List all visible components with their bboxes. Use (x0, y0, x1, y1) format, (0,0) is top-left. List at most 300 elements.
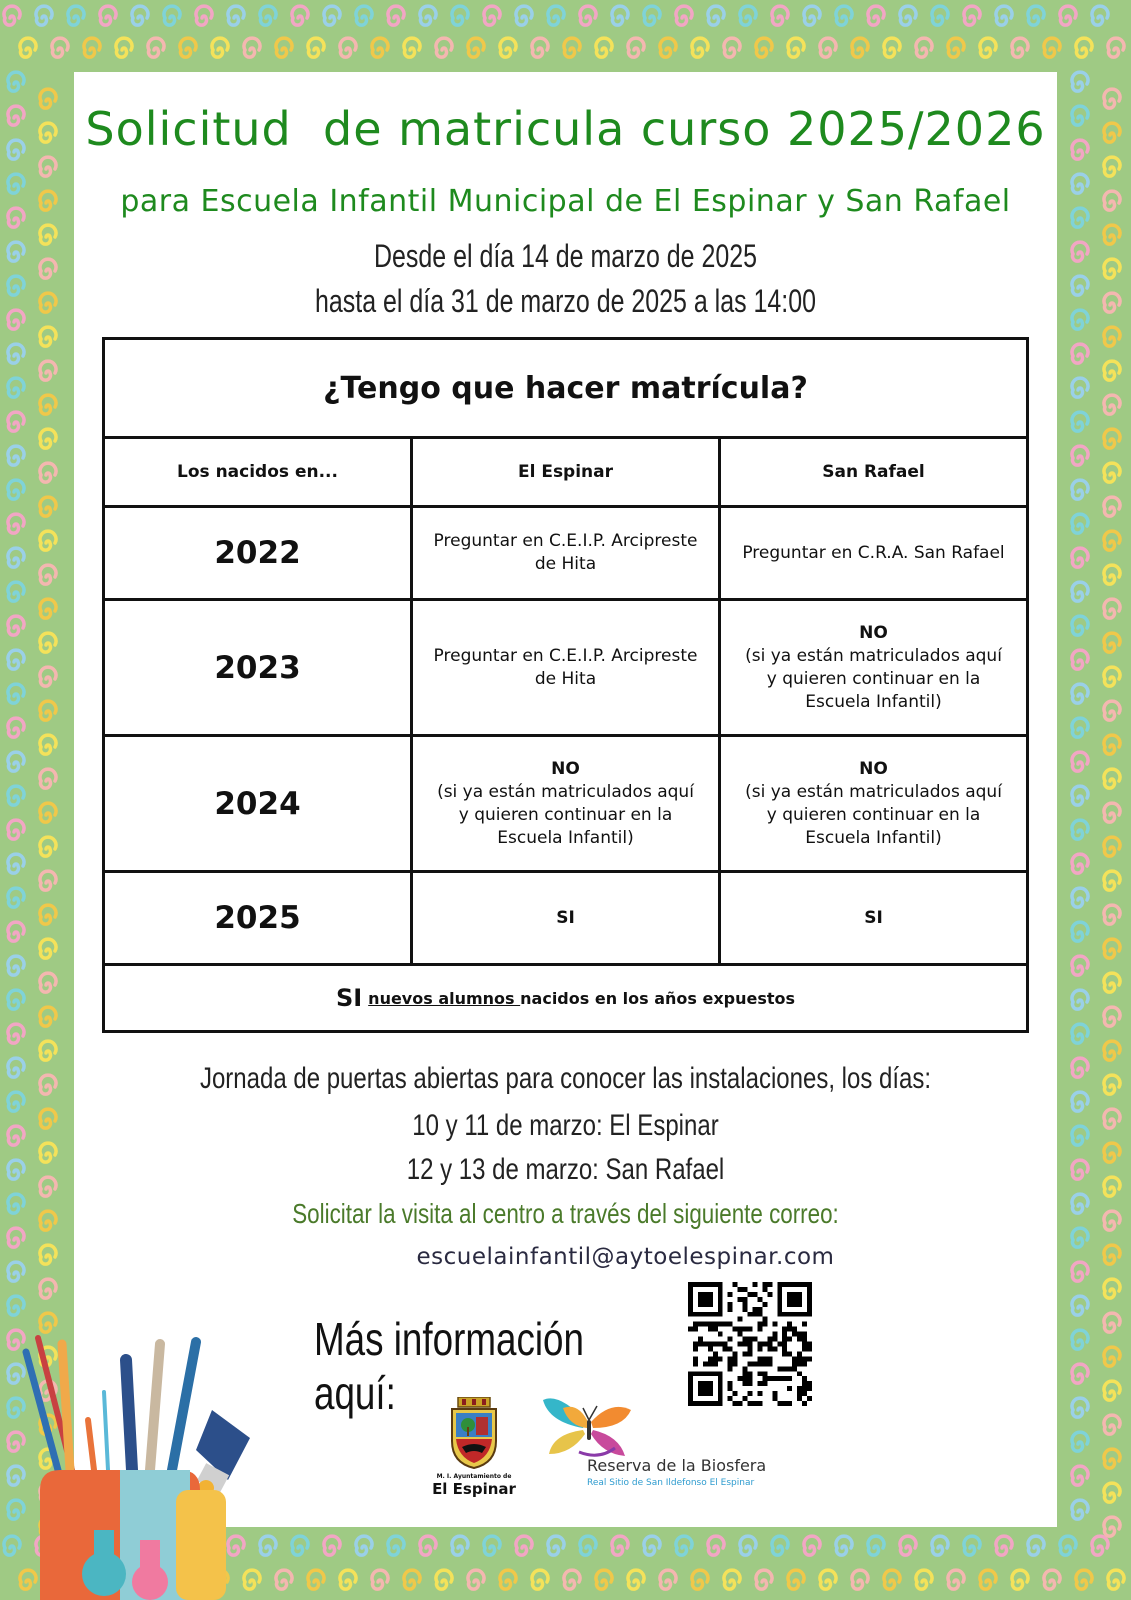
swirl-icon (40, 565, 56, 584)
swirl-icon (1072, 1398, 1088, 1417)
swirl-icon (1104, 259, 1120, 278)
swirl-icon (356, 1536, 372, 1555)
swirl-icon (548, 1536, 564, 1555)
swirl-icon (660, 1570, 676, 1589)
swirl-icon (1072, 922, 1088, 941)
rafael-cell (720, 507, 1028, 600)
swirl-icon (1104, 191, 1120, 210)
cell-answer: SI (864, 907, 883, 928)
swirl-icon (676, 6, 692, 25)
swirl-icon (132, 6, 148, 25)
swirl-icon (1072, 412, 1088, 431)
swirl-icon (516, 6, 532, 25)
swirl-icon (1028, 6, 1044, 25)
swirl-icon (932, 6, 948, 25)
swirl-icon (1104, 497, 1120, 516)
swirl-icon (40, 497, 56, 516)
biosphere-logo (539, 1392, 769, 1488)
swirl-icon (964, 6, 980, 25)
paint-brushes-illustration (0, 1320, 260, 1600)
biosphere-name: Reserva de la Biosfera (587, 1456, 767, 1475)
swirl-icon (1072, 854, 1088, 873)
visit-request-text: Solicitar la visita al centro a través del siguiente correo: (292, 1198, 839, 1229)
swirl-icon (1072, 1330, 1088, 1349)
swirl-icon (1104, 973, 1120, 992)
swirl-icon (1076, 38, 1092, 57)
espinar-cell (412, 872, 720, 965)
swirl-icon (180, 38, 196, 57)
swirl-icon (1104, 803, 1120, 822)
swirl-icon (804, 6, 820, 25)
swirl-icon (724, 1570, 740, 1589)
swirl-icon (8, 718, 24, 737)
swirl-icon (1060, 1536, 1076, 1555)
swirl-icon (1072, 514, 1088, 533)
swirl-icon (788, 1570, 804, 1589)
swirl-icon (8, 650, 24, 669)
dates-end: hasta el día 31 de marzo de 2025 a las 14:00 (315, 283, 816, 319)
swirl-icon (40, 361, 56, 380)
swirl-icon (40, 463, 56, 482)
swirl-icon (1072, 344, 1088, 363)
swirl-icon (1104, 905, 1120, 924)
swirl-icon (756, 38, 772, 57)
swirl-icon (932, 1536, 948, 1555)
swirl-icon (8, 888, 24, 907)
table-heading: ¿Tengo que hacer matrícula? (104, 339, 1028, 438)
swirl-icon (340, 38, 356, 57)
swirl-icon (964, 1536, 980, 1555)
swirl-icon (1104, 1279, 1120, 1298)
swirl-icon (1104, 89, 1120, 108)
swirl-icon (884, 1570, 900, 1589)
swirl-icon (40, 667, 56, 686)
rafael-cell (720, 736, 1028, 872)
swirl-icon (8, 1024, 24, 1043)
swirl-icon (84, 38, 100, 57)
table-row (104, 507, 1028, 600)
more-info-label: Más información aquí: (314, 1313, 584, 1419)
swirl-icon (852, 1570, 868, 1589)
swirl-icon (292, 6, 308, 25)
swirl-icon (868, 6, 884, 25)
swirl-icon (1104, 1109, 1120, 1128)
swirl-icon (116, 38, 132, 57)
swirl-icon (40, 599, 56, 618)
swirl-icon (8, 922, 24, 941)
swirl-icon (8, 412, 24, 431)
swirl-icon (996, 1536, 1012, 1555)
swirl-icon (740, 6, 756, 25)
swirl-icon (1104, 1313, 1120, 1332)
swirl-icon (452, 6, 468, 25)
swirl-icon (772, 6, 788, 25)
table-row (104, 600, 1028, 736)
swirl-icon (40, 1211, 56, 1230)
cell-note: Preguntar en C.E.I.P. Arcipreste de Hita (433, 645, 698, 689)
swirl-icon (852, 38, 868, 57)
swirl-icon (40, 973, 56, 992)
swirl-icon (164, 6, 180, 25)
swirl-icon (500, 1570, 516, 1589)
swirl-icon (1072, 752, 1088, 771)
swirl-icon (980, 1570, 996, 1589)
footer-si: SI (335, 984, 363, 1012)
swirl-icon (260, 1536, 276, 1555)
swirl-icon (1104, 123, 1120, 142)
open-days-espinar: 10 y 11 de marzo: El Espinar (412, 1109, 719, 1142)
swirl-icon (20, 38, 36, 57)
swirl-icon (772, 1536, 788, 1555)
swirl-icon (212, 38, 228, 57)
swirl-icon (1104, 1177, 1120, 1196)
enrolment-table (102, 337, 1029, 1033)
swirl-icon (692, 38, 708, 57)
swirl-icon (1072, 174, 1088, 193)
espinar-cell (412, 600, 720, 736)
swirl-icon (1072, 582, 1088, 601)
swirl-icon (1076, 1570, 1092, 1589)
swirl-icon (868, 1536, 884, 1555)
swirl-icon (8, 1126, 24, 1145)
footer-rest: nacidos en los años expuestos (520, 989, 796, 1008)
column-header-year: Los nacidos en... (104, 438, 412, 507)
swirl-icon (1092, 1536, 1108, 1555)
swirl-icon (1072, 548, 1088, 567)
swirl-icon (724, 38, 740, 57)
butterfly-icon (539, 1392, 639, 1462)
swirl-icon (40, 1041, 56, 1060)
swirl-icon (500, 38, 516, 57)
swirl-icon (1104, 225, 1120, 244)
swirl-icon (40, 191, 56, 210)
swirl-icon (8, 752, 24, 771)
swirl-icon (468, 38, 484, 57)
swirl-icon (484, 1536, 500, 1555)
open-days-rafael: 12 y 13 de marzo: San Rafael (406, 1153, 725, 1186)
swirl-icon (8, 310, 24, 329)
swirl-icon (452, 1536, 468, 1555)
swirl-icon (1104, 667, 1120, 686)
swirl-icon (1072, 786, 1088, 805)
swirl-icon (1108, 1570, 1124, 1589)
swirl-icon (1104, 1381, 1120, 1400)
swirl-icon (1044, 38, 1060, 57)
cell-note: (si ya están matriculados aquí y quieren continuar en la Escuela Infantil) (745, 645, 1002, 712)
swirl-icon (40, 259, 56, 278)
swirl-icon (40, 871, 56, 890)
swirl-icon (900, 1536, 916, 1555)
swirl-icon (40, 803, 56, 822)
swirl-icon (916, 1570, 932, 1589)
swirl-icon (580, 1536, 596, 1555)
swirl-icon (740, 1536, 756, 1555)
swirl-icon (468, 1570, 484, 1589)
swirl-icon (40, 327, 56, 346)
swirl-icon (1104, 939, 1120, 958)
swirl-icon (1072, 1092, 1088, 1111)
swirl-icon (8, 378, 24, 397)
swirl-icon (8, 956, 24, 975)
swirl-icon (1104, 1075, 1120, 1094)
table-row (104, 872, 1028, 965)
swirl-icon (40, 157, 56, 176)
swirl-icon (8, 1058, 24, 1077)
swirl-icon (916, 38, 932, 57)
swirl-icon (148, 38, 164, 57)
espinar-cell (412, 736, 720, 872)
year-cell: 2025 (104, 872, 412, 965)
swirl-icon (1072, 1364, 1088, 1383)
table-row (104, 736, 1028, 872)
council-small-text: M. I. Ayuntamiento de (436, 1473, 512, 1480)
swirl-icon (8, 990, 24, 1009)
swirl-icon (8, 1262, 24, 1281)
swirl-icon (820, 38, 836, 57)
swirl-icon (324, 1536, 340, 1555)
swirl-icon (356, 6, 372, 25)
swirl-icon (1072, 1126, 1088, 1145)
swirl-icon (980, 38, 996, 57)
swirl-icon (8, 820, 24, 839)
cell-note: (si ya están matriculados aquí y quieren continuar en la Escuela Infantil) (437, 781, 694, 848)
swirl-icon (820, 1570, 836, 1589)
swirl-icon (1072, 276, 1088, 295)
swirl-icon (8, 208, 24, 227)
swirl-icon (580, 6, 596, 25)
swirl-icon (1072, 480, 1088, 499)
column-header-rafael: San Rafael (720, 438, 1028, 507)
swirl-icon (8, 1228, 24, 1247)
swirl-icon (8, 480, 24, 499)
swirl-icon (1072, 242, 1088, 261)
swirl-icon (276, 1570, 292, 1589)
swirl-icon (1072, 1466, 1088, 1485)
swirl-icon (40, 1109, 56, 1128)
cell-answer: SI (556, 907, 575, 928)
swirl-icon (1104, 1347, 1120, 1366)
swirl-icon (1104, 1449, 1120, 1468)
swirl-icon (1104, 1415, 1120, 1434)
swirl-icon (372, 38, 388, 57)
swirl-icon (516, 1536, 532, 1555)
swirl-icon (40, 1075, 56, 1094)
swirl-icon (100, 6, 116, 25)
swirl-icon (900, 6, 916, 25)
swirl-icon (1072, 684, 1088, 703)
year-cell: 2022 (104, 507, 412, 600)
swirl-icon (660, 38, 676, 57)
swirl-icon (40, 429, 56, 448)
swirl-icon (996, 6, 1012, 25)
swirl-icon (8, 72, 24, 91)
swirl-icon (40, 531, 56, 550)
swirl-icon (40, 1279, 56, 1298)
swirl-icon (708, 6, 724, 25)
swirl-icon (292, 1536, 308, 1555)
swirl-icon (596, 1570, 612, 1589)
swirl-icon (4, 6, 20, 25)
swirl-icon (40, 905, 56, 924)
swirl-icon (8, 446, 24, 465)
swirl-icon (1072, 888, 1088, 907)
swirl-icon (1072, 72, 1088, 91)
swirl-icon (40, 1007, 56, 1026)
swirl-icon (1012, 1570, 1028, 1589)
swirl-icon (788, 38, 804, 57)
swirl-icon (40, 395, 56, 414)
swirl-icon (1104, 633, 1120, 652)
swirl-icon (40, 1143, 56, 1162)
swirl-icon (884, 38, 900, 57)
swirl-icon (40, 939, 56, 958)
dates-start: Desde el día 14 de marzo de 2025 (374, 238, 757, 274)
swirl-icon (1044, 1570, 1060, 1589)
swirl-icon (1104, 1143, 1120, 1162)
swirl-icon (1104, 1517, 1120, 1536)
swirl-icon (1104, 1041, 1120, 1060)
swirl-icon (40, 735, 56, 754)
swirl-icon (1104, 769, 1120, 788)
column-header-espinar: El Espinar (412, 438, 720, 507)
swirl-icon (1104, 565, 1120, 584)
swirl-icon (1072, 616, 1088, 635)
flyer-sheet (74, 72, 1057, 1527)
swirl-icon (948, 38, 964, 57)
cell-note: Preguntar en C.R.A. San Rafael (742, 542, 1005, 563)
swirl-icon (1060, 6, 1076, 25)
council-logo (429, 1397, 519, 1498)
cell-answer: NO (859, 758, 888, 779)
page-subtitle: para Escuela Infantil Municipal de El Espinar y San Rafael (120, 184, 1011, 219)
swirl-icon (564, 1570, 580, 1589)
swirl-icon (420, 6, 436, 25)
swirl-icon (1072, 1024, 1088, 1043)
swirl-icon (1072, 820, 1088, 839)
swirl-icon (1072, 1296, 1088, 1315)
swirl-icon (40, 1245, 56, 1264)
cell-note: (si ya están matriculados aquí y quieren continuar en la Escuela Infantil) (745, 781, 1002, 848)
swirl-icon (36, 6, 52, 25)
swirl-icon (1072, 1500, 1088, 1519)
swirl-icon (8, 548, 24, 567)
biosphere-subtitle: Real Sitio de San Ildefonso El Espinar (587, 1478, 755, 1488)
swirl-icon (1072, 140, 1088, 159)
swirl-icon (8, 106, 24, 125)
swirl-icon (436, 38, 452, 57)
swirl-icon (1104, 463, 1120, 482)
swirl-icon (1104, 1211, 1120, 1230)
swirl-icon (548, 6, 564, 25)
swirl-icon (40, 769, 56, 788)
swirl-icon (8, 1092, 24, 1111)
qr-code-icon[interactable] (688, 1282, 812, 1406)
swirl-icon (836, 1536, 852, 1555)
swirl-icon (8, 616, 24, 635)
swirl-icon (1072, 1432, 1088, 1451)
rafael-cell (720, 600, 1028, 736)
swirl-icon (1072, 1058, 1088, 1077)
swirl-icon (40, 293, 56, 312)
swirl-icon (420, 1536, 436, 1555)
cell-answer: NO (551, 758, 580, 779)
open-days-intro: Jornada de puertas abiertas para conocer las instalaciones, los días: (199, 1062, 932, 1095)
swirl-icon (1104, 531, 1120, 550)
contact-email-link[interactable]: escuelainfantil@aytoelespinar.com (416, 1244, 835, 1270)
swirl-icon (1072, 310, 1088, 329)
swirl-icon (40, 633, 56, 652)
rafael-cell (720, 872, 1028, 965)
swirl-icon (564, 38, 580, 57)
council-name: El Espinar (432, 1480, 516, 1498)
swirl-icon (532, 38, 548, 57)
swirl-icon (644, 6, 660, 25)
swirl-icon (756, 1570, 772, 1589)
swirl-icon (1108, 38, 1124, 57)
swirl-icon (628, 38, 644, 57)
swirl-icon (436, 1570, 452, 1589)
swirl-icon (244, 38, 260, 57)
swirl-icon (8, 1160, 24, 1179)
swirl-icon (40, 837, 56, 856)
swirl-icon (1104, 361, 1120, 380)
swirl-icon (1104, 599, 1120, 618)
swirl-icon (68, 6, 84, 25)
swirl-icon (308, 1570, 324, 1589)
swirl-icon (52, 38, 68, 57)
swirl-icon (8, 276, 24, 295)
swirl-icon (1104, 327, 1120, 346)
swirl-icon (40, 89, 56, 108)
year-cell: 2023 (104, 600, 412, 736)
swirl-icon (8, 1296, 24, 1315)
swirl-icon (8, 514, 24, 533)
swirl-icon (1072, 208, 1088, 227)
swirl-icon (8, 854, 24, 873)
swirl-icon (8, 1194, 24, 1213)
coat-of-arms-icon (446, 1397, 502, 1469)
swirl-icon (40, 123, 56, 142)
cell-answer: NO (859, 622, 888, 643)
swirl-icon (1072, 1160, 1088, 1179)
swirl-icon (1104, 429, 1120, 448)
swirl-icon (596, 38, 612, 57)
swirl-icon (324, 6, 340, 25)
swirl-icon (1028, 1536, 1044, 1555)
swirl-icon (948, 1570, 964, 1589)
swirl-icon (1072, 378, 1088, 397)
swirl-icon (8, 684, 24, 703)
swirl-icon (1072, 956, 1088, 975)
swirl-icon (8, 344, 24, 363)
swirl-icon (1072, 990, 1088, 1009)
swirl-icon (1104, 871, 1120, 890)
swirl-icon (804, 1536, 820, 1555)
swirl-icon (1072, 718, 1088, 737)
footer-underlined: nuevos alumnos (368, 989, 521, 1008)
swirl-icon (1104, 701, 1120, 720)
swirl-icon (676, 1536, 692, 1555)
swirl-icon (40, 1177, 56, 1196)
page-title: Solicitud de matricula curso 2025/2026 (85, 102, 1046, 156)
swirl-icon (612, 6, 628, 25)
swirl-icon (1072, 106, 1088, 125)
swirl-icon (404, 38, 420, 57)
swirl-icon (1104, 157, 1120, 176)
swirl-icon (612, 1536, 628, 1555)
swirl-icon (340, 1570, 356, 1589)
swirl-icon (1012, 38, 1028, 57)
